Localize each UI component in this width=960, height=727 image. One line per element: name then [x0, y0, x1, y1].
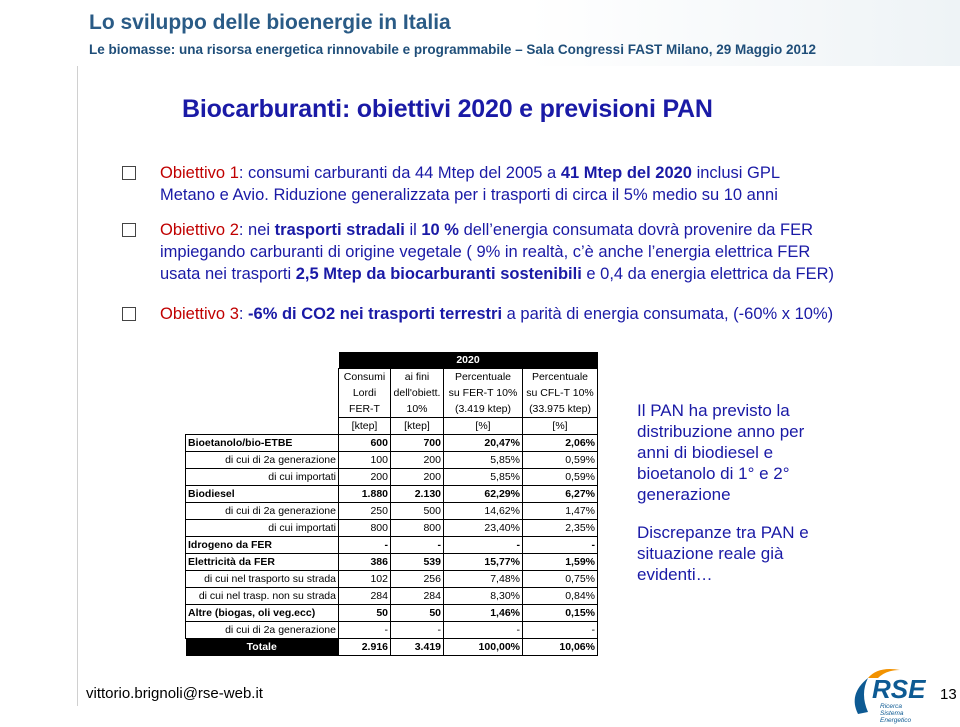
table-cell-value: - — [523, 537, 598, 554]
bullet-text: Metano e Avio. Riduzione generalizzata per i trasporti di circa il 5% medio su 10 anni — [160, 186, 778, 204]
pan-table-body — [186, 352, 598, 656]
table-cell-value: 8,30% — [444, 588, 523, 605]
bullet-bold: -6% di CO2 nei trasporti terrestri — [248, 305, 503, 323]
checkbox-bullet-icon — [122, 166, 136, 180]
table-cell-value: 200 — [391, 452, 444, 469]
table-cell-value: 200 — [391, 469, 444, 486]
table-header-row — [186, 352, 598, 369]
table-row-label: di cui di 2a generazione — [186, 622, 339, 639]
bullet-text: : — [238, 305, 249, 323]
table-cell-value: 6,27% — [523, 486, 598, 503]
slide-title-strong: Biocarburanti — [182, 95, 342, 123]
table-cell-value: 800 — [339, 520, 391, 537]
table-row — [186, 435, 598, 452]
table-cell-value: 2.130 — [391, 486, 444, 503]
bullet-text: dell’energia consumata dovrà provenire da FER — [458, 221, 814, 239]
table-column-header: su FER-T 10% — [444, 385, 523, 401]
checkbox-bullet-icon — [122, 307, 136, 321]
table-cell-value: 0,75% — [523, 571, 598, 588]
logo-subtext — [880, 703, 911, 724]
table-column-header: 10% — [391, 401, 444, 418]
table-cell-value: 5,85% — [444, 469, 523, 486]
table-cell-value: 102 — [339, 571, 391, 588]
table-cell-value: - — [444, 622, 523, 639]
table-column-header: (33.975 ktep) — [523, 401, 598, 418]
table-cell-value: 284 — [391, 588, 444, 605]
table-empty-cell — [186, 401, 339, 418]
note-line: distribuzione anno per — [637, 422, 805, 441]
table-column-header: [ktep] — [391, 418, 444, 435]
table-cell-value: 2,35% — [523, 520, 598, 537]
bullet-text: impiegando carburanti di origine vegetale ( 9% in realtà, c’è anche l’energia elettrica FER — [160, 243, 811, 261]
table-row-label: di cui importati — [186, 469, 339, 486]
note-line: Il PAN ha previsto la — [637, 401, 790, 420]
table-row — [186, 622, 598, 639]
table-cell-value: 10,06% — [523, 639, 598, 656]
note-line: generazione — [637, 485, 731, 504]
table-row — [186, 469, 598, 486]
slide-title-rest: : obiettivi 2020 e previsioni PAN — [341, 95, 713, 123]
table-cell-value: 15,77% — [444, 554, 523, 571]
header-title: Lo sviluppo delle bioenergie in Italia — [89, 11, 451, 34]
table-row-label: di cui importati — [186, 520, 339, 537]
table-column-header: [%] — [444, 418, 523, 435]
table-cell-value: 5,85% — [444, 452, 523, 469]
table-cell-value: 250 — [339, 503, 391, 520]
table-row — [186, 503, 598, 520]
table-empty-cell — [186, 385, 339, 401]
table-column-header: dell'obiett. — [391, 385, 444, 401]
table-header-row — [186, 385, 598, 401]
bullet-label: Obiettivo 1 — [160, 164, 239, 182]
table-row — [186, 486, 598, 503]
table-row — [186, 571, 598, 588]
bullet-text: a parità di energia consumata, (-60% x 10%) — [502, 305, 834, 323]
table-cell-value: 2.916 — [339, 639, 391, 656]
note-line: Discrepanze tra PAN e — [637, 523, 809, 542]
logo-subtext-line: Ricerca — [880, 703, 903, 710]
table-cell-value: 600 — [339, 435, 391, 452]
table-cell-value: 800 — [391, 520, 444, 537]
page-number: 13 — [940, 686, 957, 703]
note-discrepanze — [637, 522, 809, 585]
table-column-header: su CFL-T 10% — [523, 385, 598, 401]
table-cell-value: 50 — [391, 605, 444, 622]
table-cell-value: - — [444, 537, 523, 554]
bullet-text: : consumi carburanti da 44 Mtep del 2005 a — [238, 164, 561, 182]
bullet-text: e 0,4 da energia elettrica da FER) — [581, 265, 835, 283]
table-cell-value: 100 — [339, 452, 391, 469]
table-column-header: [ktep] — [339, 418, 391, 435]
table-cell-value: 3.419 — [391, 639, 444, 656]
table-column-header: ai fini — [391, 369, 444, 386]
table-cell-value: - — [339, 537, 391, 554]
table-empty-cell — [186, 369, 339, 386]
table-cell-value: 386 — [339, 554, 391, 571]
note-pan-distribution — [637, 400, 804, 505]
table-cell-value: 50 — [339, 605, 391, 622]
table-cell-value: 1.880 — [339, 486, 391, 503]
table-row-label: di cui nel trasporto su strada — [186, 571, 339, 588]
table-row — [186, 554, 598, 571]
table-cell-value: 500 — [391, 503, 444, 520]
table-cell-value: 0,59% — [523, 469, 598, 486]
bullet-text: il — [404, 221, 422, 239]
note-line: situazione reale già — [637, 544, 784, 563]
table-row-label: Elettricità da FER — [186, 554, 339, 571]
table-year-header: 2020 — [339, 352, 598, 369]
table-row-label: di cui nel trasp. non su strada — [186, 588, 339, 605]
table-column-header: Consumi — [339, 369, 391, 386]
table-column-header: (3.419 ktep) — [444, 401, 523, 418]
table-cell-value: 256 — [391, 571, 444, 588]
table-row-label: Totale — [186, 639, 339, 656]
table-cell-value: 700 — [391, 435, 444, 452]
bullet-bold: trasporti stradali — [274, 221, 405, 239]
bullet-label: Obiettivo 3 — [160, 305, 239, 323]
left-divider — [77, 66, 78, 706]
table-cell-value: 200 — [339, 469, 391, 486]
table-header-row — [186, 418, 598, 435]
table-row — [186, 452, 598, 469]
table-row — [186, 605, 598, 622]
bullet-text: inclusi GPL — [691, 164, 781, 182]
table-cell-value: 0,84% — [523, 588, 598, 605]
logo-subtext-line: Sistema — [880, 710, 904, 717]
table-header-row — [186, 401, 598, 418]
table-cell-value: 0,15% — [523, 605, 598, 622]
logo-subtext-line: Energetico — [880, 717, 912, 724]
table-row-label: di cui di 2a generazione — [186, 503, 339, 520]
table-cell-value: - — [523, 622, 598, 639]
table-row — [186, 537, 598, 554]
table-empty-cell — [186, 352, 339, 369]
note-line: anni di biodiesel e — [637, 443, 774, 462]
table-row-label: Biodiesel — [186, 486, 339, 503]
table-cell-value: 1,47% — [523, 503, 598, 520]
table-column-header: [%] — [523, 418, 598, 435]
bullet-text: usata nei trasporti — [160, 265, 296, 283]
table-cell-value: - — [391, 537, 444, 554]
logo-text: RSE — [872, 674, 926, 704]
bullet-label: Obiettivo 2 — [160, 221, 239, 239]
bullet-bold: 10 % — [421, 221, 459, 239]
table-cell-value: - — [339, 622, 391, 639]
table-column-header: Lordi — [339, 385, 391, 401]
table-row-label: Idrogeno da FER — [186, 537, 339, 554]
table-row-label: di cui di 2a generazione — [186, 452, 339, 469]
table-cell-value: 1,46% — [444, 605, 523, 622]
note-line: evidenti… — [637, 565, 713, 584]
table-cell-value: 20,47% — [444, 435, 523, 452]
table-row-label: Bioetanolo/bio-ETBE — [186, 435, 339, 452]
table-cell-value: 284 — [339, 588, 391, 605]
bullet-bold: 41 Mtep del 2020 — [560, 164, 692, 182]
bullet-text: : nei — [238, 221, 275, 239]
table-cell-value: 100,00% — [444, 639, 523, 656]
table-column-header: Percentuale — [523, 369, 598, 386]
table-cell-value: 7,48% — [444, 571, 523, 588]
header-subtitle: Le biomasse: una risorsa energetica rinnovabile e programmabile – Sala Congressi FAST Milano, 29 Maggio 2012 — [89, 42, 816, 57]
table-row — [186, 520, 598, 537]
note-line: bioetanolo di 1° e 2° — [637, 464, 790, 483]
table-row — [186, 588, 598, 605]
table-cell-value: - — [391, 622, 444, 639]
table-cell-value: 62,29% — [444, 486, 523, 503]
table-cell-value: 23,40% — [444, 520, 523, 537]
table-column-header: Percentuale — [444, 369, 523, 386]
bullet-bold: 2,5 Mtep da biocarburanti sostenibili — [295, 265, 582, 283]
table-cell-value: 539 — [391, 554, 444, 571]
table-column-header: FER-T — [339, 401, 391, 418]
slide-title — [182, 95, 713, 124]
pan-table — [185, 352, 598, 656]
checkbox-bullet-icon — [122, 223, 136, 237]
table-cell-value: 2,06% — [523, 435, 598, 452]
table-cell-value: 14,62% — [444, 503, 523, 520]
table-empty-cell — [186, 418, 339, 435]
table-cell-value: 0,59% — [523, 452, 598, 469]
table-header-row — [186, 369, 598, 386]
table-row — [186, 639, 598, 656]
table-row-label: Altre (biogas, oli veg.ecc) — [186, 605, 339, 622]
footer-email: vittorio.brignoli@rse-web.it — [86, 685, 263, 702]
table-cell-value: 1,59% — [523, 554, 598, 571]
